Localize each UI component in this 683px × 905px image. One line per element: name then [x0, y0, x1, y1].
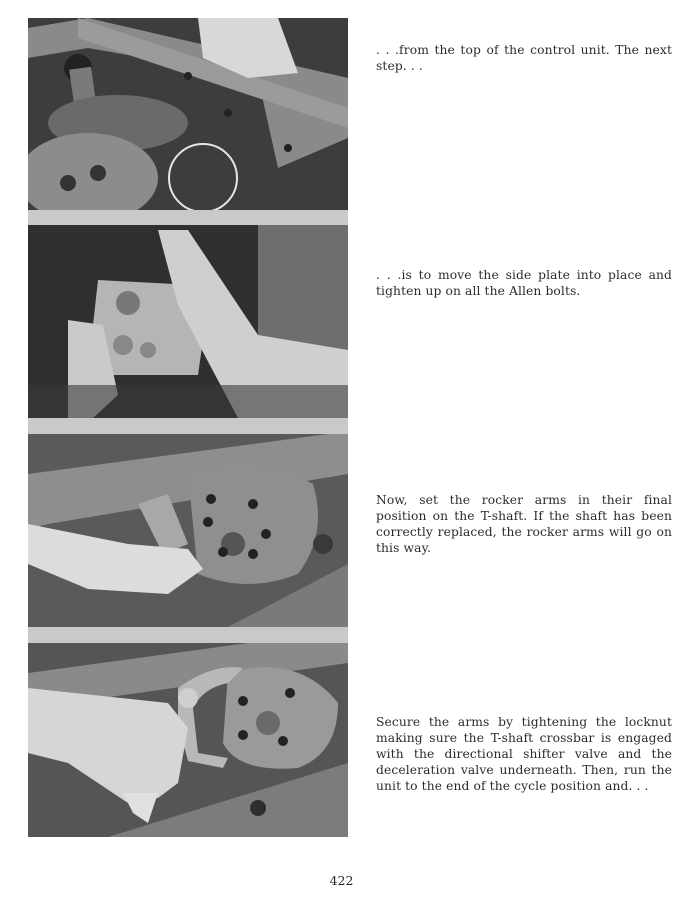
photo-divider	[28, 627, 348, 643]
caption-2: . . .is to move the side plate into place and tighten up on all the Allen bolts.	[376, 268, 672, 298]
photo-divider	[28, 418, 348, 434]
photo-side-plate	[28, 225, 348, 418]
caption-4: Secure the arms by tightening the locknut making sure the T-shaft crossbar is engaged with the directional shifter valve and the deceleration valve underneath. Then, run the unit to the end of the cycle position and. . .	[376, 715, 672, 793]
photo-control-unit-top	[28, 18, 348, 210]
caption-1: . . .from the top of the control unit. The next step. . .	[376, 43, 672, 73]
photo-column	[28, 18, 348, 837]
photo-rocker-arms	[28, 434, 348, 627]
caption-3: Now, set the rocker arms in their final position on the T-shaft. If the shaft has been correctly replaced, the rocker arms will go on this way.	[376, 493, 672, 555]
photo-divider	[28, 210, 348, 225]
page-number: 422	[329, 873, 354, 888]
photo-locknut-wrench	[28, 643, 348, 837]
